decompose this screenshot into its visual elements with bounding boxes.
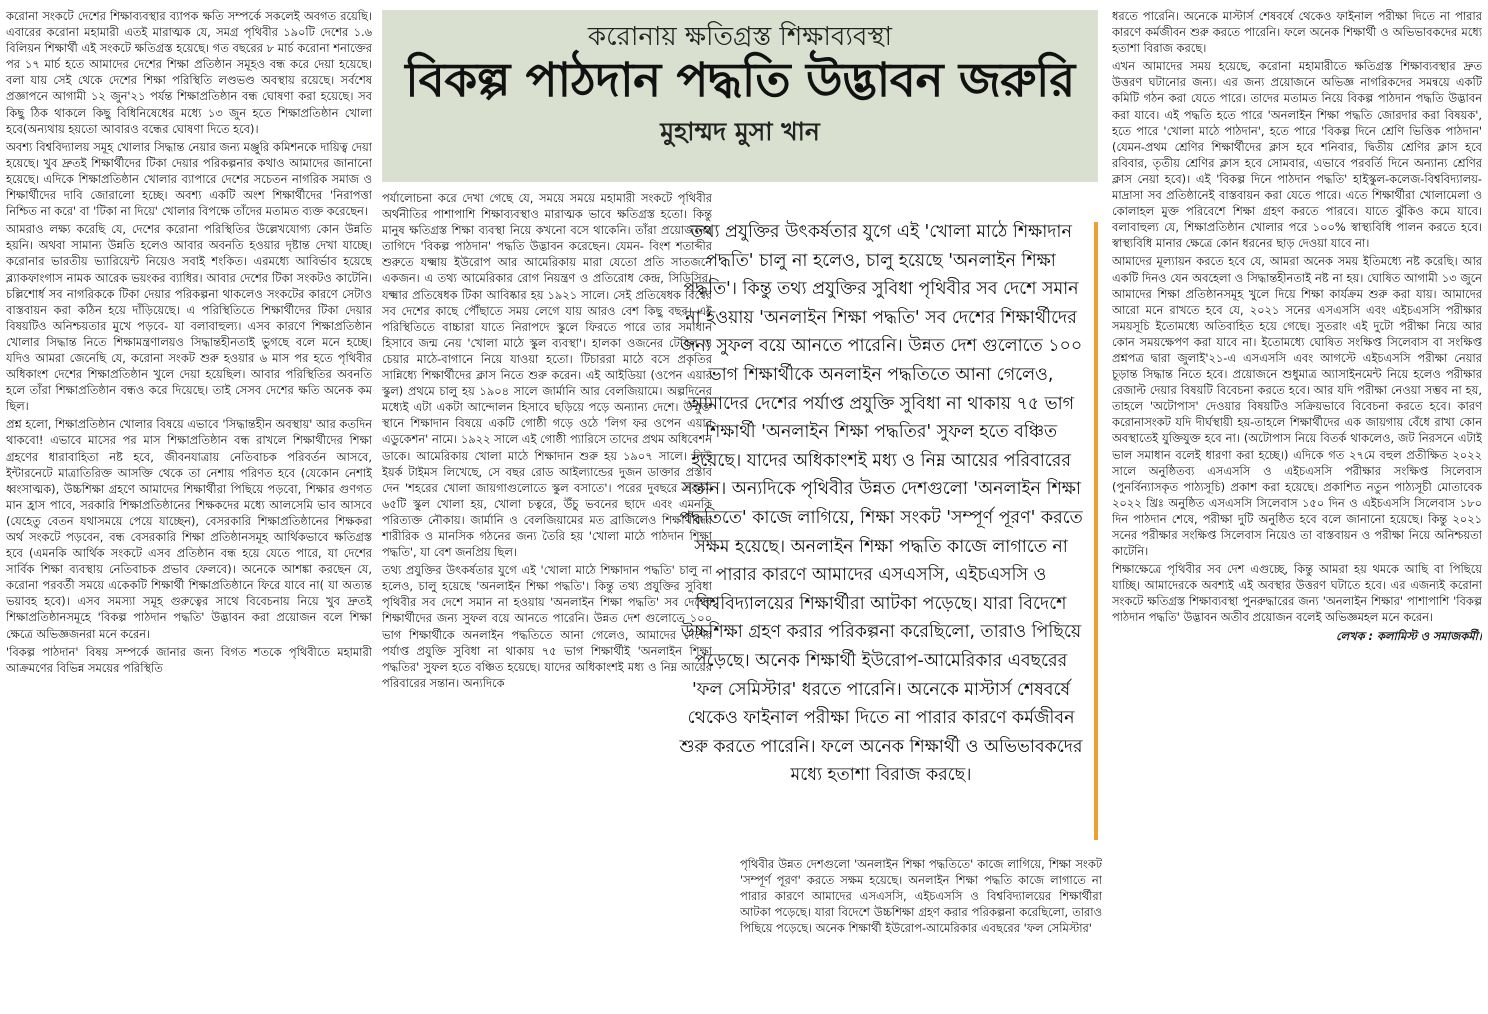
paragraph: আমাদের মূল্যায়ন করতে হবে যে, আমরা অনেক সময় ইতিমধ্যে নষ্ট করেছি। আর একটি দিনও যেন অবহেলা ও সিদ্ধান্তহীনতাই নষ্ট না হয়। ঘোষিত আগামী ১৩ জুনে আমাদের শিক্ষা প্রতিষ্ঠানসমূহ খুলে দিয়ে শিক্ষা কার্যক্রম শুরু করা যায়। আমাদের আরো মনে রাখতে হবে যে, ২০২১ সনের এসএসসি এবং এইচএসসি পরীক্ষার সময়সূচি ইতোমধ্যে অতিবাহিত হয়ে গেছে। সুতরাং এই দুটো পরীক্ষা নিয়ে আর কোন সময়ক্ষেপণ করা যাবে না। ইতোমধ্যে ঘোষিত সংক্ষিপ্ত সিলেবাস বা সংক্ষিপ্ত প্রশ্নপত্র দ্বারা জুলাই'২১-এ এসএসসি এবং আগস্টে এইচএসসি পরীক্ষা নেয়ার চূড়ান্ত সিদ্ধান্ত নিতে হবে। প্রয়োজনে শুধুমাত্র অ্যাসাইনমেন্ট নিয়ে হলেও পরীক্ষার রেজাল্ট দেয়ার বিষয়টি বিবেচনা করতে হবে। আর যদি পরীক্ষা নেওয়া সম্ভব না হয়, তাহলে 'অটোপাস' দেওয়ার বিষয়টিও সক্রিয়ভাবে বিবেচনা করতে হবে। কারণ করোনাসংকট যদি দীর্ঘস্থায়ী হয়-তাহলে শিক্ষার্থীদের এক জায়গায় বেঁধে রাখা কোন অবস্থাতেই যুক্তিযুক্ত হবে না। (অটোপাস নিয়ে বিতর্ক থাকলেও, জট নিরসনে এটাই ভাল সমাধান বলেই ধারণা করা হচ্ছে।) এদিকে গত ২৭মে বহুল প্রতীক্ষিত ২০২২ সালে অনুষ্ঠিতব্য এসএসসি ও এইচএসসি পরীক্ষার সংক্ষিপ্ত সিলেবাস (পুনর্বিন্যাসকৃত পাঠ্যসূচি) প্রকাশ করা হয়েছে। প্রকাশিত নতুন পাঠ্যসূচী মোতাবেক ২০২২ খ্রিঃ অনুষ্ঠিত এসএসসি সিলেবাস ১৫০ দিন ও এইচএসসি সিলেবাস ১৮০ দিন পাঠদান শেষে, পরীক্ষা দুটি অনুষ্ঠিত হবে বলে জানানো হয়েছে। কিন্তু ২০২১ সনের পরীক্ষার সংক্ষিপ্ত সিলেবাস নিয়েও তা বাস্তবায়ন ও পরীক্ষা নিয়ে অনিশ্চয়তা কাটেনি। bbox=[1112, 254, 1482, 559]
paragraph: পর্যালোচনা করে দেখা গেছে যে, সময়ে সময়ে মহামারী সংকটে পৃথিবীর অর্থনীতির পাশাপাশি শিক্ষাব্যবস্থাও মারাত্মক ভাবে ক্ষতিগ্রস্ত হতো। কিন্তু মানুষ ক্ষতিগ্রস্ত শিক্ষা ব্যবস্থা নিয়ে কখনো বসে থাকেনি। তাঁরা প্রয়োজনের তাগিদে 'বিকল্প পাঠদান' পদ্ধতি উদ্ভাবন করেছেন। যেমন- বিংশ শতাব্দীর শুরুতে যক্ষ্মায় ইউরোপ আর আমেরিকায় মারা যেতো প্রতি সাতজনে একজন। এ তথ্য আমেরিকার রোগ নিয়ন্ত্রণ ও প্রতিরোধ কেন্দ্র, সিডিসির। যক্ষ্মার প্রতিষেধক টিকা আবিষ্কার হয় ১৯২১ সালে। সেই প্রতিষেধক বিশ্বের সব দেশের কাছে পৌঁছাতে সময় লেগে যায় আরও বেশ কিছু বছর। এই পরিস্থিতিতে বাচ্চারা যাতে নিরাপদে স্কুলে ফিরতে পারে তার সমাধান হিসাবে জন্ম নেয় 'খোলা মাঠে স্কুল ব্যবস্থা'। হালকা ওজনের টেবিল ও চেয়ার মাঠে-বাগানে নিয়ে যাওয়া হতো। টিচাররা মাঠে বসে প্রকৃতির সান্নিধ্যে শিক্ষার্থীদের ক্লাস নিতে শুরু করেন। এই আইডিয়া (ওপেন এয়ার স্কুল) প্রথমে চালু হয় ১৯০৪ সালে জার্মানি আর বেলজিয়ামে। অল্পদিনের মধ্যেই এটা একটা আন্দোলন হিসাবে ছড়িয়ে পড়ে অন্যান্য দেশে। উন্মুক্ত স্থানে শিক্ষাদান বিষয়ে একটি গোষ্ঠী গড়ে ওঠে 'লিগ ফর ওপেন এয়ার এডুকেশন' নামে। ১৯২২ সালে এই গোষ্ঠী প্যারিসে তাদের প্রথম অধিবেশন ডাকে। আমেরিকায় খোলা মাঠে শিক্ষাদান শুরু হয় ১৯০৭ সালে। নিউ ইয়র্ক টাইমস লিখেছে, সে বছর রোড আইল্যান্ডের দুজন ডাক্তার প্রস্তাব দেন 'শহরের খোলা জায়গাগুলোতে স্কুল বসাতে'। পরের দুবছরে এরকম ৬৫টি স্কুল খোলা হয়, খোলা চত্বরে, উঁচু ভবনের ছাদে এবং এমনকি পরিত্যক্ত নৌকায়। জার্মানি ও বেলজিয়ামের মত ব্রাজিলেও শিক্ষার্থীদের শারীরিক ও মানসিক গঠনের জন্য তৈরি হয় 'খোলা মাঠে পাঠদান শিক্ষা পদ্ধতি', যা বেশ জনপ্রিয় ছিল। bbox=[382, 191, 712, 560]
article-column-1 bbox=[6, 8, 372, 1008]
pull-quote: তথ্য প্রযুক্তির উৎকর্ষতার যুগে এই 'খোলা মাঠে শিক্ষাদান পদ্ধতি' চালু না হলেও, চালু হয়েছে 'অনলাইন শিক্ষা পদ্ধতি'। কিন্তু তথ্য প্রযুক্তির সুবিধা পৃথিবীর সব দেশে সমান না হওয়ায় 'অনলাইন শিক্ষা পদ্ধতি' সব দেশের শিক্ষার্থীদের জন্য সুফল বয়ে আনতে পারেনি। উন্নত দেশ গুলোতে ১০০ ভাগ শিক্ষার্থীকে অনলাইন পদ্ধতিতে আনা গেলেও, আমাদের দেশের পর্যাপ্ত প্রযুক্তি সুবিধা না থাকায় ৭৫ ভাগ শিক্ষার্থী 'অনলাইন শিক্ষা পদ্ধতির' সুফল হতে বঞ্চিত হয়েছে। যাদের অধিকাংশই মধ্য ও নিম্ন আয়ের পরিবারের সন্তান। অন্যদিকে পৃথিবীর উন্নত দেশগুলো 'অনলাইন শিক্ষা পদ্ধতিতে' কাজে লাগিয়ে, শিক্ষা সংকট 'সম্পূর্ণ পূরণ' করতে সক্ষম হয়েছে। অনলাইন শিক্ষা পদ্ধতি কাজে লাগাতে না পারার কারণে আমাদের এসএসসি, এইচএসসি ও বিশ্ববিদ্যালয়ের শিক্ষার্থীরা আটকা পড়েছে। যারা বিদেশে উচ্চশিক্ষা গ্রহণ করার পরিকল্পনা করেছিলো, তারাও পিছিয়ে পড়েছে। অনেক শিক্ষার্থী ইউরোপ-আমেরিকার এবছরের 'ফল সেমিস্টার' ধরতে পারেনি। অনেকে মাস্টার্স শেষবর্ষে থেকেও ফাইনাল পরীক্ষা দিতে না পারার কারণে কর্মজীবন শুরু করতে পারেনি। ফলে অনেক শিক্ষার্থী ও অভিভাবকদের মধ্যে হতাশা বিরাজ করছে। bbox=[679, 222, 1083, 786]
paragraph: করোনা সংকটে দেশের শিক্ষাব্যবস্থার ব্যাপক ক্ষতি সম্পর্কে সকলেই অবগত রয়েছি। এবারের করোনা মহামারী এতই মারাত্মক যে, সমগ্র পৃথিবীর ১৯০টি দেশের ১.৬ বিলিয়ন শিক্ষার্থী এই সংকটে ক্ষতিগ্রস্ত হয়েছে। গত বছরের ৮ মার্চ করোনা শনাক্তের পর ১৭ মার্চ হতে আমাদের দেশের শিক্ষা প্রতিষ্ঠান সমূহও বন্ধ করে দেয়া হয়েছে। বলা যায় সেই থেকে দেশের শিক্ষা পরিস্থিতি লণ্ডভণ্ড অবস্থায় রয়েছে। সর্বশেষ প্রজ্ঞাপনে আগামী ১২ জুন'২১ পর্যন্ত শিক্ষাপ্রতিষ্ঠান বন্ধ ঘোষণা করা হয়েছে। সব কিছু ঠিক থাকলে কিছু বিধিনিষেধের মধ্যে ১৩ জুন হতে শিক্ষাপ্রতিষ্ঠান খোলা হবে(অন্যথায় হয়তো আবারও বন্ধের ঘোষণা দিতে হবে)। bbox=[6, 9, 372, 136]
article-column-3 bbox=[740, 856, 1102, 1008]
pull-quote-rule bbox=[1094, 222, 1098, 840]
paragraph: শিক্ষাক্ষেত্রে পৃথিবীর সব দেশ এগুচ্ছে, কিন্তু আমরা হয় থমকে আছি বা পিছিয়ে যাচ্ছি। আমাদেরকে অবশ্যই এই অবস্থার উত্তরণ ঘটাতে হবে। এর এজন্যই করোনা সংকটে ক্ষতিগ্রস্ত শিক্ষাব্যবস্থা পুনরুদ্ধারের জন্য 'অনলাইন শিক্ষার' পাশাপাশি 'বিকল্প পাঠদান পদ্ধতি' উদ্ভাবন অতীব প্রয়োজন বলেই অভিজ্ঞমহল মনে করেন। bbox=[1112, 562, 1482, 625]
article-column-4 bbox=[1112, 8, 1482, 1008]
paragraph: তথ্য প্রযুক্তির উৎকর্ষতার যুগে এই 'খোলা মাঠে শিক্ষাদান পদ্ধতি' চালু না হলেও, চালু হয়েছে 'অনলাইন শিক্ষা পদ্ধতি'। কিন্তু তথ্য প্রযুক্তির সুবিধা পৃথিবীর সব দেশে সমান না হওয়ায় 'অনলাইন শিক্ষা পদ্ধতি' সব দেশের শিক্ষার্থীদের জন্য সুফল বয়ে আনতে পারেনি। উন্নত দেশ গুলোতে ১০০ ভাগ শিক্ষার্থীকে অনলাইন পদ্ধতিতে আনা গেলেও, আমাদের দেশের পর্যাপ্ত প্রযুক্তি সুবিধা না থাকায় ৭৫ ভাগ শিক্ষার্থীই 'অনলাইন শিক্ষা পদ্ধতির' সুফল হতে বঞ্চিত হয়েছে। যাদের অধিকাংশই মধ্য ও নিম্ন আয়ের পরিবারের সন্তান। অন্যদিকে bbox=[382, 563, 712, 690]
paragraph: প্রশ্ন হলো, শিক্ষাপ্রতিষ্ঠান খোলার বিষয়ে এভাবে 'সিদ্ধান্তহীন অবস্থায়' আর কতদিন থাকবো! এভাবে মাসের পর মাস শিক্ষাপ্রতিষ্ঠান বন্ধ রাখলে শিক্ষার্থীদের শিক্ষা গ্রহণের ধারাবাহিতা নষ্ট হবে, জীবনযাত্রায় নেতিবাচক পরিবর্তন আসবে, ইন্টারনেটে মাত্রাতিরিক্ত আসক্তি থেকে তা নেশায় পরিণত হবে (যেকোন নেশাই ধ্বংসাত্মক), উচ্চশিক্ষা গ্রহণে আমাদের শিক্ষার্থীরা পিছিয়ে পড়বো, শিক্ষার গুণগত মান হ্রাস পাবে, সরকারি শিক্ষাপ্রতিষ্ঠানের শিক্ষকদের মধ্যে আলসেমি ভাব আসবে (যেহেতু বেতন যথাসময়ে পেয়ে যাচ্ছেন), বেসরকারি শিক্ষাপ্রতিষ্ঠানের শিক্ষকরা অর্থ সংকটে পড়বেন, বন্ধ বেসরকারি শিক্ষা প্রতিষ্ঠানসমূহ আর্থিকভাবে ক্ষতিগ্রস্ত হবে (এমনকি আর্থিক সংকটে এসব প্রতিষ্ঠান বন্ধ হয়ে যেতে পারে, যা দেশের সার্বিক শিক্ষা ব্যবস্থায় নেতিবাচক প্রভাব ফেলবে)। অনেকে আশঙ্কা করছেন যে, করোনা পরবর্তী সময়ে একেকটি শিক্ষার্থী শিক্ষাপ্রতিষ্ঠানে ফিরে যাবে না( যা অত্যন্ত ভয়াবহ হবে)। এসব সমস্যা সমূহ গুরুত্বের সাথে বিবেচনায় নিয়ে খুব দ্রুতই শিক্ষাপ্রতিষ্ঠানসমূহে 'বিকল্প পাঠদান পদ্ধতি' উদ্ভাবন করা প্রয়োজন বলে শিক্ষা ক্ষেত্রে অভিজ্ঞজনরা মনে করেন। bbox=[6, 417, 372, 641]
article-column-2 bbox=[382, 190, 712, 1008]
headline-box bbox=[382, 10, 1098, 182]
paragraph: ধরতে পারেনি। অনেকে মাস্টার্স শেষবর্ষে থেকেও ফাইনাল পরীক্ষা দিতে না পারার কারণে কর্মজীবন শুরু করতে পারেনি। ফলে অনেক শিক্ষার্থী ও অভিভাবকদের মধ্যে হতাশা বিরাজ করছে। bbox=[1112, 9, 1482, 56]
author-byline: লেখক : কলামিস্ট ও সমাজকর্মী। bbox=[1335, 628, 1482, 643]
paragraph: অবশ্য বিশ্ববিদ্যালয় সমূহ খোলার সিদ্ধান্ত নেয়ার জন্য মঞ্জুরি কমিশনকে দায়িত্ব দেয়া হয়েছে। খুব দ্রুতই শিক্ষার্থীদের টিকা দেয়ার পরিকল্পনার কথাও আমাদের জানানো হয়েছে। এদিকে শিক্ষাপ্রতিষ্ঠান খোলার ব্যাপারে দেশের সচেতন নাগরিক সমাজ ও শিক্ষার্থীদের দাবি জোরালো হচ্ছে। অবশ্য একটি অংশ শিক্ষার্থীদের 'নিরাপত্তা নিশ্চিত না করে' বা 'টিকা না দিয়ে' খোলার বিপক্ষে তাঁদের মতামত ব্যক্ত করেছেন। bbox=[6, 139, 372, 219]
paragraph: 'বিকল্প পাঠদান' বিষয় সম্পর্কে জানার জন্য বিগত শতকে পৃথিবীতে মহামারী আক্রমণের বিভিন্ন সময়ের পরিস্থিতি bbox=[6, 644, 372, 675]
headline-kicker: করোনায় ক্ষতিগ্রস্ত শিক্ষাব্যবস্থা bbox=[587, 22, 893, 52]
author-name: মুহাম্মদ মুসা খান bbox=[660, 117, 820, 146]
headline-title: বিকল্প পাঠদান পদ্ধতি উদ্ভাবন জরুরি bbox=[405, 53, 1075, 108]
paragraph: আমরাও লক্ষ্য করেছি যে, দেশের করোনা পরিস্থিতির উল্লেখযোগ্য কোন উন্নতি হয়নি। অথবা সামান্য উন্নতি হলেও আবার অবনতি হওয়ার দৃষ্টান্ত দেখা যাচ্ছে। করোনার ভারতীয় ভ্যারিয়েন্ট নিয়েও সবাই শংকিত। এরমধ্যে আবির্ভাব হয়েছে ব্ল্যাকফাংগাস নামক আরেক ভয়ংকর ব্যাধির। আবার দেশের টিকা সংকটও কাটেনি। চল্লিশোর্ধ সব নাগরিককে টিকা দেয়ার পরিকল্পনা থাকলেও সংকটের কারণে সেটাও বাস্তবায়ন করা কঠিন হয়ে দাঁড়িয়েছে। এ পরিস্থিতিতে শিক্ষার্থীদের টিকা দেয়ার বিষয়টিও অনিশ্চয়তার মুখে পড়বে- যা বলাবাহুল্য। এসব কারণে শিক্ষাপ্রতিষ্ঠান খোলার সিদ্ধান্ত নিতে শিক্ষামন্ত্রণালয়ও সিদ্ধান্তহীনতাই ভুগছে বলে মনে হচ্ছে। যদিও আমরা জেনেছি যে, করোনা সংকট শুরু হওয়ার ৬ মাস পর হতে পৃথিবীর অধিকাংশ দেশের শিক্ষাপ্রতিষ্ঠান খুলে দেয়া হয়েছিল। আবার পরিস্থিতির অবনতি হলে তাঁরা শিক্ষাপ্রতিষ্ঠান বন্ধও করে দিয়েছে। তাই সেসব দেশের ক্ষতি অনেক কম ছিল। bbox=[6, 222, 372, 414]
paragraph: পৃথিবীর উন্নত দেশগুলো 'অনলাইন শিক্ষা পদ্ধতিতে' কাজে লাগিয়ে, শিক্ষা সংকট 'সম্পূর্ণ পূরণ' করতে সক্ষম হয়েছে। অনলাইন শিক্ষা পদ্ধতি কাজে লাগাতে না পারার কারণে আমাদের এসএসসি, এইচএসসি ও বিশ্ববিদ্যালয়ের শিক্ষার্থীরা আটকা পড়েছে। যারা বিদেশে উচ্চশিক্ষা গ্রহণ করার পরিকল্পনা করেছিলো, তারাও পিছিয়ে পড়েছে। অনেক শিক্ষার্থী ইউরোপ-আমেরিকার এবছরের 'ফল সেমিস্টার' bbox=[740, 857, 1102, 936]
paragraph: এখন আমাদের সময় হয়েছে, করোনা মহামারীতে ক্ষতিগ্রস্ত শিক্ষাব্যবস্থার দ্রুত উত্তরণ ঘটানোর জন্য। এর জন্য প্রয়োজনে অভিজ্ঞ নাগরিকদের সমন্বয়ে একটি কমিটি গঠন করা যেতে পারে। তাদের মতামত নিয়ে বিকল্প পাঠদান পদ্ধতি উদ্ভাবন করা যাবে। এই পদ্ধতি হতে পারে 'অনলাইন শিক্ষা পদ্ধতি জোরদার করা বিষয়ক', হতে পারে 'খোলা মাঠে পাঠদান', হতে পারে 'বিকল্প দিনে শ্রেণি ভিত্তিক পাঠদান' (যেমন-প্রথম শ্রেণির শিক্ষার্থীদের ক্লাস হবে শনিবার, দ্বিতীয় শ্রেণির ক্লাস হবে রবিবার, তৃতীয় শ্রেণির ক্লাস হবে সোমবার, এভাবে পরবর্তি দিনে অন্যান্য শ্রেণির ক্লাস নেয়া হবে)। এই 'বিকল্প দিনে পাঠদান পদ্ধতি' হাইস্কুল-কলেজ-বিশ্ববিদ্যালয়-মাদ্রাসা সব প্রতিষ্ঠানেই বাস্তবায়ন করা যেতে পারে। এতে শিক্ষার্থীরা খোলামেলা ও কোলাহল মুক্ত পরিবেশে শিক্ষা গ্রহণ করতে পারবে। যাতে ঝুঁকিও কমে যাবে। বলাবাহুল্য যে, শিক্ষাপ্রতিষ্ঠান খোলার পরে ১০০% স্বাস্থ্যবিধি পালন করতে হবে। স্বাস্থ্যবিধি মানার ক্ষেত্রে কোন ধরনের ছাড় দেওয়া যাবে না। bbox=[1112, 59, 1482, 251]
